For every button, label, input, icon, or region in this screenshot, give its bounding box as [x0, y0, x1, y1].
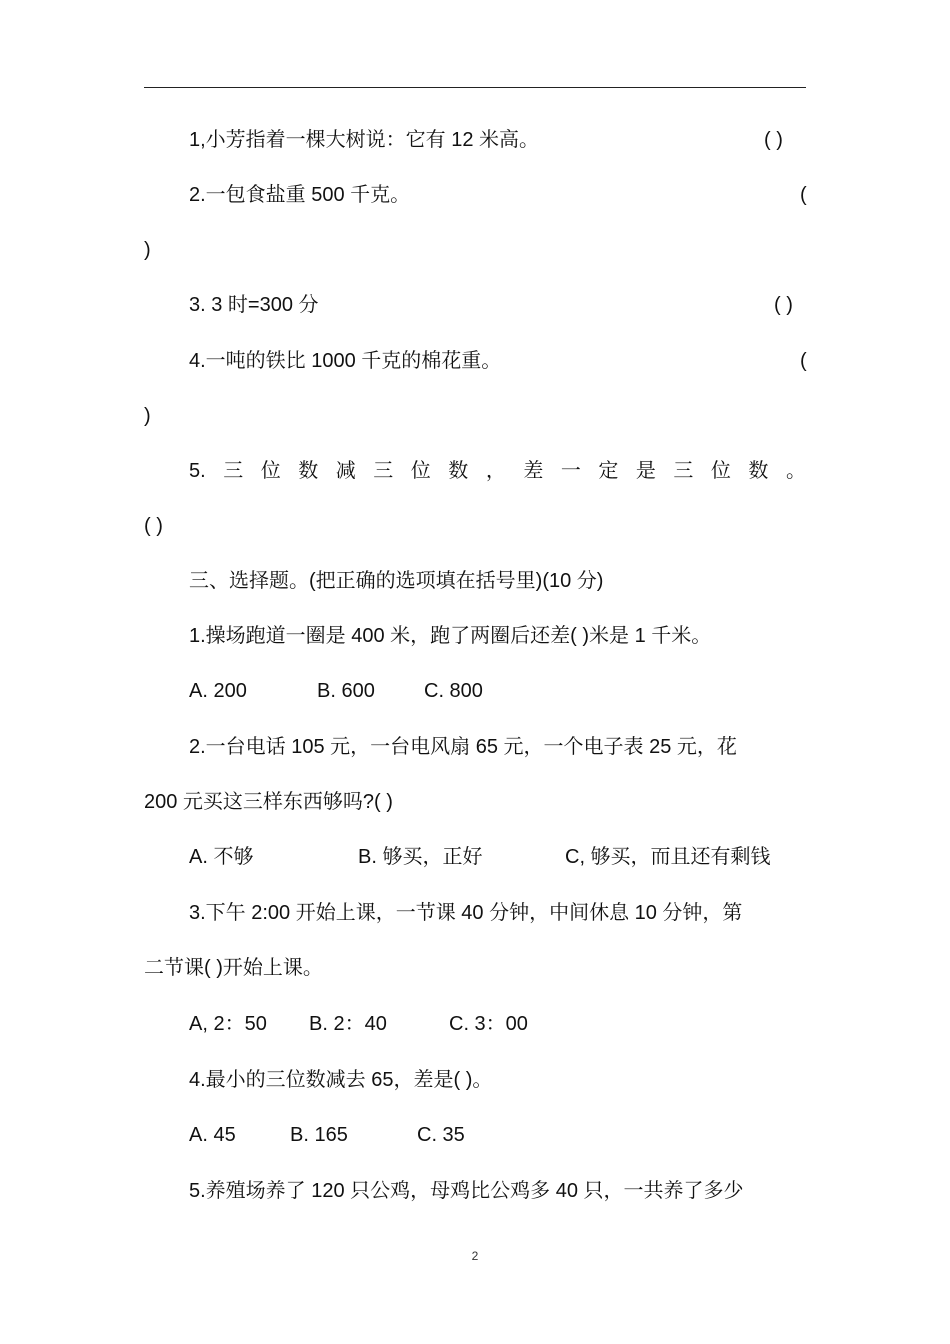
answer-bracket-5: ( ): [144, 515, 163, 537]
question-2-line-2: 200 元买这三样东西够吗?( ): [144, 791, 393, 813]
option-c: C. 35: [417, 1124, 465, 1146]
tf-item-5-char: 三: [223, 460, 244, 482]
option-c: C. 800: [424, 680, 483, 702]
option-a: A. 45: [189, 1124, 236, 1146]
tf-item-1: 1,小芳指着一棵大树说：它有 12 米高。: [189, 129, 540, 151]
question-4: 4.最小的三位数减去 65，差是( )。: [189, 1069, 493, 1091]
question-2-line-1: 2.一台电话 105 元，一台电风扇 65 元，一个电子表 25 元，花: [189, 736, 737, 758]
option-b: B. 600: [317, 680, 375, 702]
option-b: B. 2：40: [309, 1013, 387, 1035]
tf-item-2: 2.一包食盐重 500 千克。: [189, 184, 411, 206]
tf-item-5-char: 位: [710, 460, 731, 482]
option-c: C, 够买，而且还有剩钱: [565, 846, 771, 868]
tf-item-5-char: 位: [410, 460, 431, 482]
tf-item-5-char: 定: [598, 460, 619, 482]
option-c: C. 3：00: [449, 1013, 528, 1035]
tf-item-5-char: 差: [523, 460, 544, 482]
option-b: B. 够买，正好: [358, 846, 483, 868]
tf-item-5-char: 数: [448, 460, 469, 482]
answer-bracket-1: ( ): [764, 129, 783, 151]
tf-item-5-char: 5.: [189, 460, 206, 482]
answer-bracket-2-close: ): [144, 239, 151, 261]
header-rule: [144, 87, 806, 88]
option-b: B. 165: [290, 1124, 348, 1146]
answer-bracket-4-open: (: [800, 350, 807, 372]
tf-item-5-char: 是: [635, 460, 656, 482]
tf-item-5-char: 数: [748, 460, 769, 482]
tf-item-5-char: 数: [298, 460, 319, 482]
tf-item-4: 4.一吨的铁比 1000 千克的棉花重。: [189, 350, 502, 372]
option-a: A. 不够: [189, 846, 254, 868]
answer-bracket-2-open: (: [800, 184, 807, 206]
question-5-line-1: 5.养殖场养了 120 只公鸡，母鸡比公鸡多 40 只，一共养了多少: [189, 1180, 744, 1202]
question-3-line-2: 二节课( )开始上课。: [144, 957, 323, 979]
tf-item-5-char: 三: [373, 460, 394, 482]
option-a: A. 200: [189, 680, 247, 702]
answer-bracket-3: ( ): [774, 294, 793, 316]
tf-item-3: 3. 3 时=300 分: [189, 294, 319, 316]
tf-item-5-char: 三: [673, 460, 694, 482]
question-3-line-1: 3.下午 2:00 开始上课，一节课 40 分钟，中间休息 10 分钟，第: [189, 902, 743, 924]
answer-bracket-4-close: ): [144, 405, 151, 427]
tf-item-5-char: 一: [560, 460, 581, 482]
section-3-title: 三、选择题。(把正确的选项填在括号里)(10 分): [189, 570, 604, 592]
tf-item-5-char: 减: [335, 460, 356, 482]
tf-item-5: [189, 458, 806, 484]
page-number: 2: [471, 1249, 479, 1263]
tf-item-5-char: 。: [785, 460, 806, 482]
tf-item-5-char: ，: [485, 460, 506, 482]
option-a: A, 2：50: [189, 1013, 267, 1035]
question-1: 1.操场跑道一圈是 400 米，跑了两圈后还差( )米是 1 千米。: [189, 625, 712, 647]
tf-item-5-char: 位: [260, 460, 281, 482]
